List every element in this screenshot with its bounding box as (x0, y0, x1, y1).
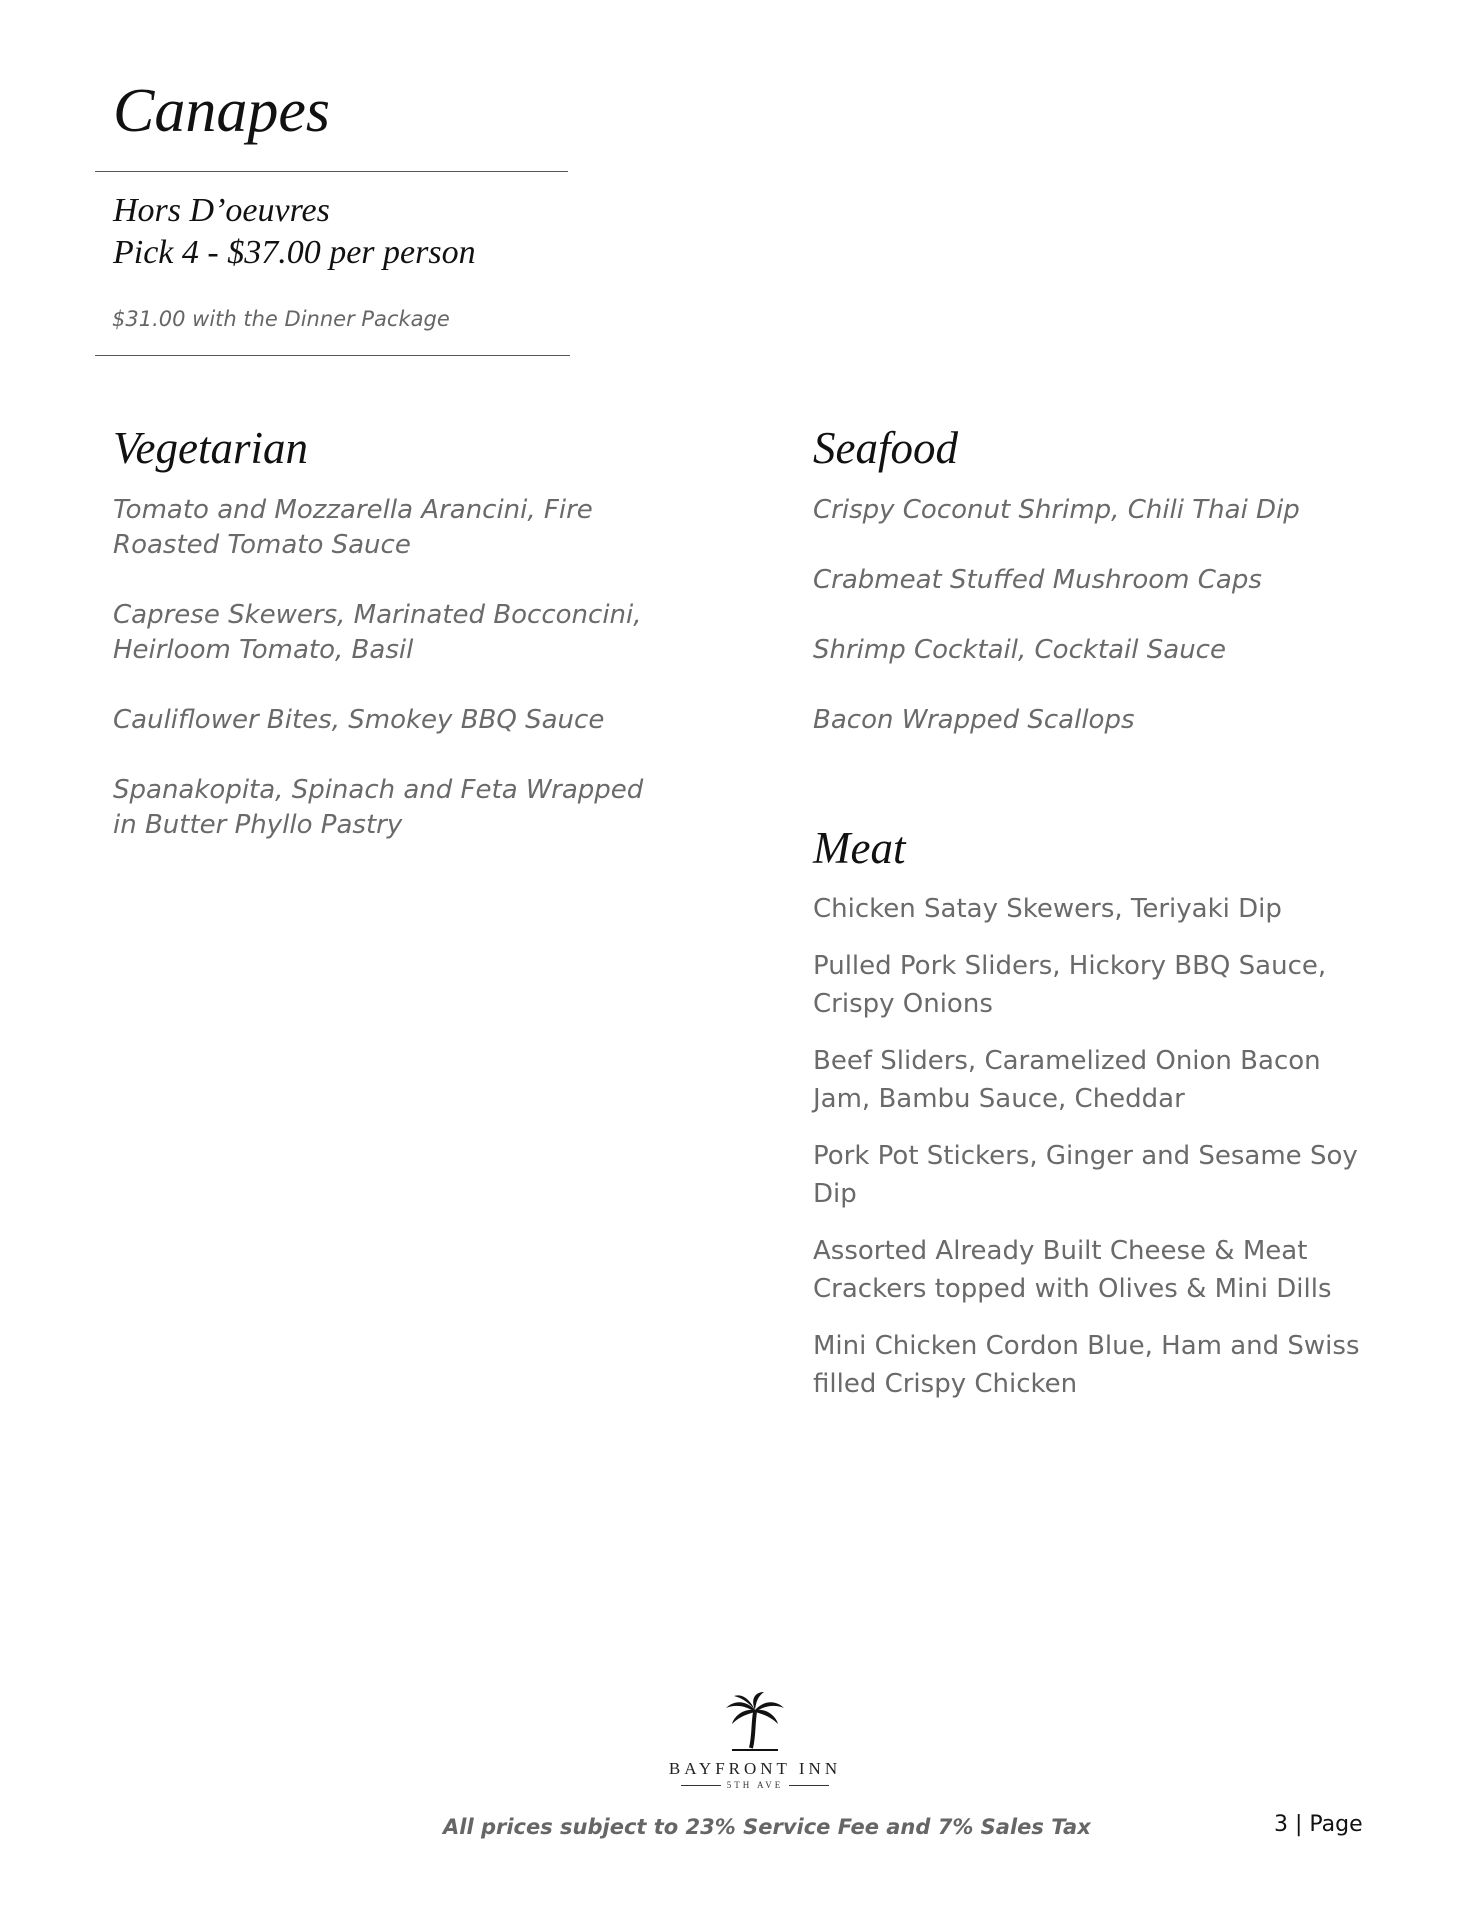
list-item: Tomato and Mozzarella Arancini, Fire Roasted Tomato Sauce (113, 495, 593, 560)
list-item: Pork Pot Stickers, Ginger and Sesame Soy Dip (813, 1141, 1358, 1209)
logo-name: BAYFRONT INN (668, 1759, 842, 1778)
logo-divider-right (789, 1785, 829, 1786)
list-item: Chicken Satay Skewers, Teriyaki Dip (813, 894, 1282, 924)
list-item: Crispy Coconut Shrimp, Chili Thai Dip (813, 495, 1300, 525)
list-item: Caprese Skewers, Marinated Bocconcini, Heirloom Tomato, Basil (113, 600, 642, 665)
list-item: Crabmeat Stuffed Mushroom Caps (813, 565, 1262, 595)
section-title-seafood: Seafood (813, 423, 958, 473)
pricing-disclaimer: All prices subject to 23% Service Fee and 7% Sales Tax (443, 1815, 1091, 1839)
list-item: Spanakopita, Spinach and Feta Wrapped in Butter Phyllo Pastry (113, 775, 644, 840)
list-item: Shrimp Cocktail, Cocktail Sauce (813, 635, 1226, 665)
list-item: Cauliflower Bites, Smokey BBQ Sauce (113, 705, 605, 735)
logo-divider-left (681, 1785, 721, 1786)
logo-sub: 5TH AVE (726, 1780, 784, 1790)
bayfront-inn-logo (660, 1690, 850, 1790)
list-item: Pulled Pork Sliders, Hickory BBQ Sauce, Crispy Onions (813, 951, 1327, 1019)
meat-list (813, 890, 1373, 1422)
subtitle-price: Pick 4 - $37.00 per person (113, 234, 476, 271)
logo-subline (660, 1780, 850, 1790)
section-title-vegetarian: Vegetarian (113, 423, 308, 473)
list-item: Mini Chicken Cordon Blue, Ham and Swiss filled Crispy Chicken (813, 1331, 1360, 1399)
header-divider-bottom (95, 355, 570, 356)
section-title-meat: Meat (813, 823, 906, 873)
seafood-list (813, 493, 1373, 773)
palm-tree-icon (720, 1690, 790, 1752)
subtitle-hors-doeuvres: Hors D’oeuvres (113, 192, 330, 229)
list-item: Bacon Wrapped Scallops (813, 705, 1135, 735)
page-number: 3 | Page (1274, 1812, 1363, 1837)
page-title: Canapes (113, 77, 330, 145)
dinner-package-note: $31.00 with the Dinner Package (112, 307, 450, 331)
vegetarian-list (113, 493, 673, 878)
list-item: Assorted Already Built Cheese & Meat Crackers topped with Olives & Mini Dills (813, 1236, 1332, 1304)
header-divider-top (95, 171, 568, 172)
list-item: Beef Sliders, Caramelized Onion Bacon Jam, Bambu Sauce, Cheddar (813, 1046, 1321, 1114)
food-photo-frame (110, 960, 690, 1755)
